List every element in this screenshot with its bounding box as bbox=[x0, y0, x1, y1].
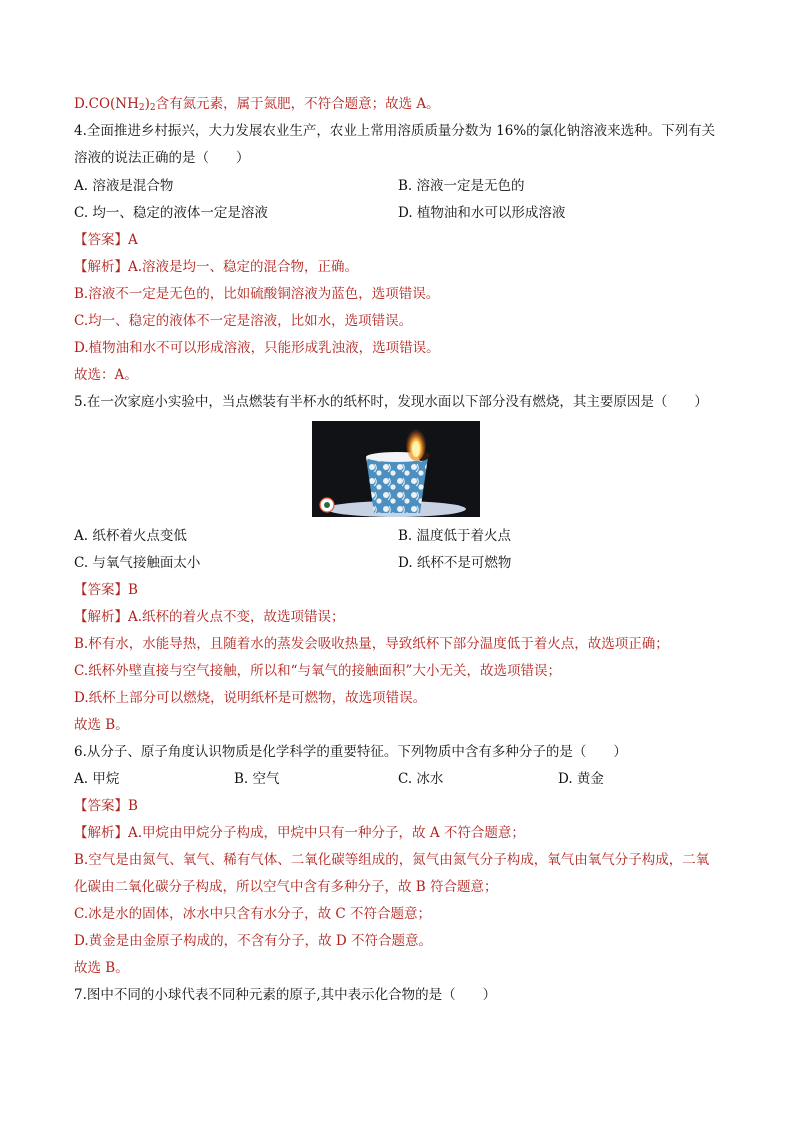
q4-option-a: A. 溶液是混合物 bbox=[74, 178, 174, 194]
q4-answer: 【答案】A bbox=[74, 232, 138, 248]
q4-explanation-b: B.溶液不一定是无色的，比如硫酸铜溶液为蓝色，选项错误。 bbox=[74, 286, 440, 302]
q4-stem-line2: 溶液的说法正确的是（ ） bbox=[74, 150, 250, 166]
q6-explanation-b-line2: 化碳由二氧化碳分子构成，所以空气中含有多种分子，故 B 符合题意； bbox=[74, 879, 498, 895]
q6-answer: 【答案】B bbox=[74, 798, 138, 814]
q5-option-b: B. 温度低于着火点 bbox=[398, 528, 512, 544]
q5-stem: 5.在一次家庭小实验中，当点燃装有半杯水的纸杯时，发现水面以下部分没有燃烧，其主要原因是（ ） bbox=[74, 394, 708, 410]
burning-cup-illustration bbox=[312, 421, 480, 517]
q6-explanation-b-line1: B.空气是由氮气、氧气、稀有气体、二氧化碳等组成的，氮气由氮气分子构成，氧气由氧气分子构成，二氧 bbox=[74, 852, 710, 868]
q6-selection: 故选 B。 bbox=[74, 960, 129, 976]
q6-option-b: B. 空气 bbox=[234, 771, 280, 787]
q7-stem: 7.图中不同的小球代表不同种元素的原子,其中表示化合物的是（ ） bbox=[74, 987, 497, 1003]
q5-explanation-a: 【解析】A.纸杯的着火点不变，故选项错误； bbox=[74, 609, 345, 625]
q5-explanation-d: D.纸杯上部分可以燃烧，说明纸杯是可燃物，故选项错误。 bbox=[74, 690, 427, 706]
q4-explanation-c: C.均一、稳定的液体不一定是溶液，比如水，选项错误。 bbox=[74, 313, 413, 329]
q4-explanation-a: 【解析】A.溶液是均一、稳定的混合物，正确。 bbox=[74, 259, 359, 275]
q6-stem: 6.从分子、原子角度认识物质是化学科学的重要特征。下列物质中含有多种分子的是（ ） bbox=[74, 744, 627, 760]
q4-option-d: D. 植物油和水可以形成溶液 bbox=[398, 205, 566, 221]
burning-cup-photo bbox=[312, 421, 480, 517]
q4-explanation-d: D.植物油和水不可以形成溶液，只能形成乳浊液，选项错误。 bbox=[74, 340, 440, 356]
q4-option-c: C. 均一、稳定的液体一定是溶液 bbox=[74, 205, 268, 221]
q6-option-a: A. 甲烷 bbox=[74, 771, 120, 787]
q5-option-a: A. 纸杯着火点变低 bbox=[74, 528, 187, 544]
q6-option-c: C. 冰水 bbox=[398, 771, 444, 787]
q6-explanation-a: 【解析】A.甲烷由甲烷分子构成，甲烷中只有一种分子，故 A 不符合题意； bbox=[74, 825, 525, 841]
q4-stem-line1: 4.全面推进乡村振兴，大力发展农业生产，农业上常用溶质质量分数为 16%的氯化钠溶液来选种。下列有关 bbox=[74, 123, 716, 139]
q5-answer: 【答案】B bbox=[74, 582, 138, 598]
q6-explanation-c: C.冰是水的固体，冰水中只含有水分子，故 C 不符合题意； bbox=[74, 906, 432, 922]
q4-selection: 故选：A。 bbox=[74, 367, 138, 383]
q5-option-d: D. 纸杯不是可燃物 bbox=[398, 555, 512, 571]
q5-explanation-b: B.杯有水，水能导热，且随着水的蒸发会吸收热量，导致纸杯下部分温度低于着火点，故选项正确； bbox=[74, 636, 669, 652]
q6-option-d: D. 黄金 bbox=[558, 771, 604, 787]
q5-selection: 故选 B。 bbox=[74, 717, 129, 733]
q5-explanation-c: C.纸杯外壁直接与空气接触，所以和“与氧气的接触面积”大小无关，故选项错误； bbox=[74, 663, 561, 679]
q5-option-c: C. 与氧气接触面太小 bbox=[74, 555, 201, 571]
q3-explanation-d: $D.CO(NH_2)_2$含有氮元素，属于氮肥，不符合题意；故选 A。 bbox=[74, 96, 440, 113]
q6-explanation-d: D.黄金是由金原子构成的，不含有分子，故 D 不符合题意。 bbox=[74, 933, 433, 949]
q4-option-b: B. 溶液一定是无色的 bbox=[398, 178, 525, 194]
